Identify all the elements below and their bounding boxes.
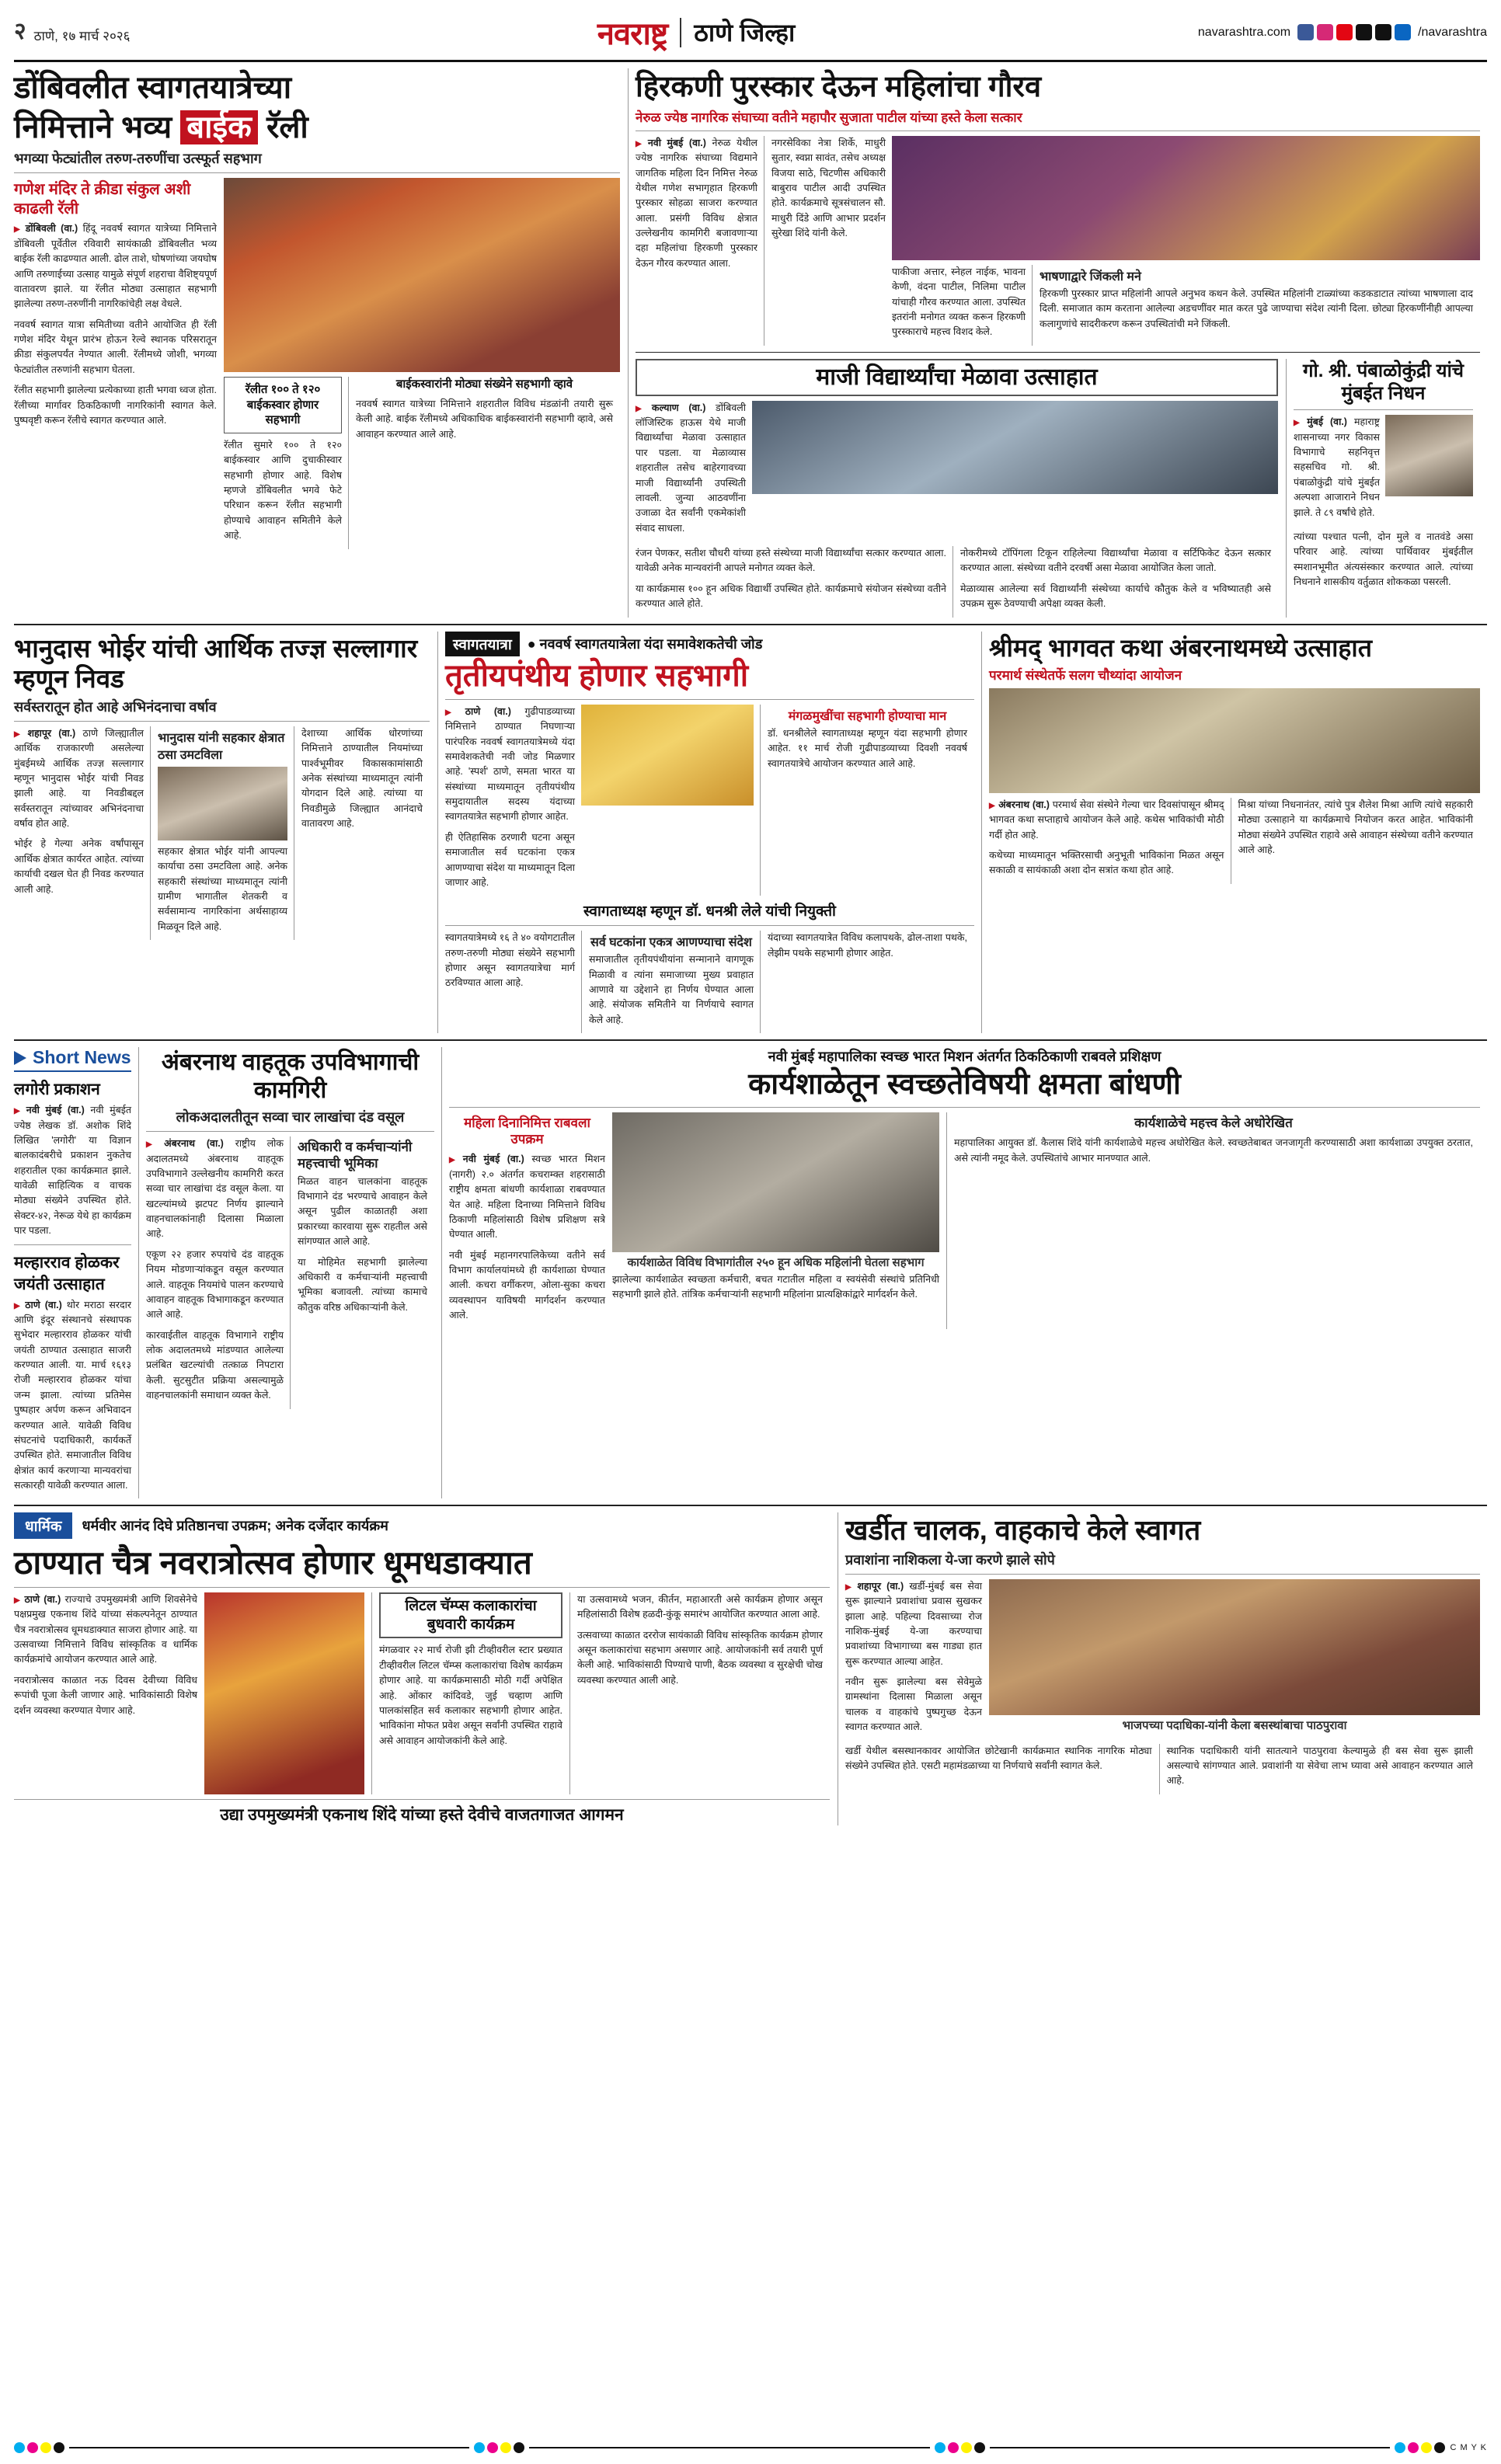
article-ambarnath-traffic [138, 1047, 441, 1498]
kharadi-col3 [1159, 1744, 1481, 1794]
hirkani-p2: नगरसेविका नेत्रा शिर्के, माधुरी सुतार, स्वप्ना सावंत, तसेच अध्यक्ष विजया साठे, चिटणीस अधिकारी बाबुराव पाटील आदी उपस्थित होते. कार्यक्रमाचे सूत्रसंचालन सौ. माधुरी दिंडे आणि आभार प्रदर्शन सुरेखा शिंदे यांनी केले. [771, 137, 886, 239]
hirkani-subhead: नेरुळ ज्येष्ठ नागरिक संघाच्या वतीने महापौर सुजाता पाटील यांच्या हस्ते केला सत्कार [636, 110, 1022, 125]
edition-name: ठाणे जिल्हा [694, 19, 796, 47]
short-news-item-2 [14, 1251, 131, 1494]
amb-traffic-col2 [290, 1136, 434, 1408]
meet-col1 [636, 401, 752, 541]
swagat-col3 [760, 705, 974, 896]
swagat-p4: स्वागतयात्रेमध्ये १६ ते ४० वयोगटातील तरुण-तरुणी मोठ्या संख्येने सहभागी होणार असून स्वागतयात्रेचा मार्ग ठरविण्यात आला आहे. [445, 932, 575, 989]
bhanudas-side-head: भानुदास यांनी सहकार क्षेत्रात ठसा उमटविला [158, 731, 285, 762]
bike-rally-photo [224, 178, 620, 372]
workshop-photo-caption: कार्यशाळेत विविध विभागांतील २५० हून अधिक महिलांनी घेतला सहभाग [627, 1255, 925, 1269]
meet-p3: या कार्यक्रमास १०० हून अधिक विद्यार्थी उपस्थित होते. कार्यक्रमाचे संयोजन संस्थेच्या वतीने करण्यात आले होते. [636, 583, 946, 610]
social-icons [1297, 24, 1411, 40]
color-dots-2 [474, 2442, 524, 2453]
bhagwat-body1: परमार्थ सेवा संस्थेने गेल्या चार दिवसांपासून श्रीमद् भागवत कथा सप्ताहाचे आयोजन केले आहे. कथेस भाविकांची मोठी गर्दी होत आहे. [989, 799, 1224, 840]
bhanudas-col3 [294, 726, 430, 940]
workshop-col1 [449, 1112, 612, 1329]
swagat-col6 [760, 931, 974, 1033]
amb-traffic-p4: मिळत वाहन चालकांना वाहतूक विभागाने दंड भरण्याचे आवाहन केले असून पुढील काळातही अशा प्रकारच्या कारवाया सुरू राहतील असे सांगण्यात आले आहे. [298, 1175, 427, 1248]
hirkani-dateline: ▶ नवी मुंबई (वा.) [636, 137, 706, 148]
swagat-col4 [445, 931, 581, 1033]
swagat-dateline: ▶ ठाणे (वा.) [445, 706, 511, 717]
obituary-portrait-photo [1385, 415, 1473, 496]
kharadi-photo-caption: भाजपच्या पदाधिका-यांनी केला बसस्थांबाचा पाठपुरावा [1122, 1718, 1347, 1732]
workshop-p3: झालेल्या कार्यशाळेत स्वच्छता कर्मचारी, बचत गटातील महिला व स्वयंसेवी संस्थांचे प्रतिनिधी सहभागी झाले होते. तांत्रिक कर्मचाऱ्यांनी सहभागी महिलांना प्रात्यक्षिकांद्वारे मार्गदर्शन केले. [612, 1273, 939, 1300]
masthead-center [270, 11, 1122, 54]
obit-body1: महाराष्ट्र शासनाच्या नगर विकास विभागाचे सहनिवृत्त सहसचिव गो. श्री. पंबाळोकुंद्री यांचे मुंबईत अल्पशा आजाराने निधन झाले. ते ८९ वर्षांचे होते. [1294, 416, 1380, 518]
amb-traffic-p1: ▶ अंबरनाथ (वा.) राष्ट्रीय लोक अदालतमध्ये अंबरनाथ वाहतूक उपविभागाने उल्लेखनीय कामगिरी करत सव्वा चार लाखांचा दंड वसूल केला. या खटल्यांमध्ये झटपट निर्णय झाल्याने वाहनचालकांनाही दिलासा मिळाला आहे. [146, 1136, 284, 1242]
bike-rally-body1: हिंदू नववर्ष स्वागत यात्रेच्या निमित्ताने डोंबिवली पूर्वेतील रविवारी सायंकाळी डोंबिवलीत भव्य बाईक रॅली काढण्यात आली. ढोल ताशे, घोषणांच्या जयघोष आणि तरुणाईच्या उत्साह यामुळे संपूर्ण शहराचा वैशिष्ट्यपूर्ण वातावरण झाले. या रॅलीत मोठ्या उत्साहात सहभागी झालेल्या तरुण-तरुणींनी नागरिकांचेही लक्ष वेधले. [14, 223, 217, 310]
kharadi-col2 [845, 1744, 1159, 1794]
top-right-block [628, 68, 1487, 618]
workshop-p2: नवी मुंबई महानगरपालिकेच्या वतीने सर्व विभाग कार्यालयांमध्ये ही कार्यशाळा घेण्यात आली. कचरा वर्गीकरण, ओला-सुका कचरा व्यवस्थापन याविषयी मार्गदर्शन करण्यात आले. [449, 1249, 605, 1321]
article-alumni-meet [636, 359, 1286, 618]
meet-p4: नोकरीमध्ये टॉपिंगला टिकून राहिलेल्या विद्यार्थ्यांचा मेळावा व सर्टिफिकेट देऊन सत्कार करण्यात आला. संस्थेच्या वतीने दरवर्षी असा मेळावा आयोजित केला जातो. [960, 548, 1271, 574]
registration-line-2 [529, 2447, 929, 2448]
masthead [14, 11, 1487, 62]
swagat-p1 [445, 705, 575, 825]
meet-col3 [952, 546, 1278, 618]
youtube-icon[interactable] [1336, 24, 1353, 40]
article-bhagwat-katha [981, 632, 1487, 1034]
hirkani-body1: नेरुळ येथील ज्येष्ठ नागरिक संघाच्या विद्यमाने जागतिक महिला दिन निमित्त नेरुळ येथील गणेश सभागृहात हिरकणी पुरस्कार सोहळा साजरा करण्यात आला. प्रसंगी विविध क्षेत्रात उल्लेखनीय कामगिरी बजावणाऱ्या दहा महिलांचा हिरकणी पुरस्कार देऊन गौरव करण्यात आला. [636, 137, 757, 269]
short-news-label: Short News [33, 1047, 131, 1068]
bike-rally-headline-line2 [14, 110, 620, 146]
kharadi-photo-col [989, 1579, 1480, 1741]
linkedin-icon[interactable] [1395, 24, 1411, 40]
bike-rally-p2: नववर्ष स्वागत यात्रा समितीच्या वतीने आयोजित ही रॅली गणेश मंदिर येथून प्रारंभ होऊन रेल्वे स्थानक परिसरातून क्रीडा संकुलपर्यंत नेण्यात आली. रॅलीमध्ये जोशी, भगव्या फेट्यांतील तरुणांनी सहभाग घेतला. [14, 318, 217, 375]
short-news-1-title: लगोरी प्रकाशन [14, 1081, 100, 1099]
bike-rally-col3-body: नववर्ष स्वागत यात्रेच्या निमित्ताने शहरातील विविध मंडळांनी तयारी सुरू केली आहे. बाईक रॅलीमध्ये अधिकाधिक बाईकस्वारांनी सहभागी व्हावे, असे आवाहन करण्यात आले आहे. [356, 398, 613, 440]
bhagwat-headline: श्रीमद् भागवत कथा अंबरनाथमध्ये उत्साहात [989, 633, 1372, 662]
kharadi-p4: स्थानिक पदाधिकारी यांनी सातत्याने पाठपुरावा केल्यामुळे ही बस सेवा सुरू झाली असल्याचे सांगण्यात आले. प्रवाशांनी या सेवेचा लाभ घ्यावा असे आवाहन करण्यात आले आहे. [1166, 1745, 1473, 1787]
meet-dateline: ▶ कल्याण (वा.) [636, 402, 705, 413]
bhanudas-dateline: ▶ शहापूर (वा.) [14, 728, 75, 739]
workshop-kicker: नवी मुंबई महापालिका स्वच्छ भारत मिशन अंतर्गत ठिकठिकाणी राबवले प्रशिक्षण [768, 1049, 1161, 1065]
navratri-p1: ▶ ठाणे (वा.) राज्याचे उपमुख्यमंत्री आणि शिवसेनेचे पक्षप्रमुख एकनाथ शिंदे यांच्या संकल्पनेतून ठाण्यात चैत्र नवरात्रोत्सव धूमधडाक्यात साजरा होणार आहे. या उत्सवाच्या निमित्ताने विविध सांस्कृतिक व धार्मिक कार्यक्रमांचे आयोजन करण्यात आले आहे. [14, 1592, 197, 1668]
swagat-sub3: सर्व घटकांना एकत्र आणण्याचा संदेश [590, 936, 752, 950]
registration-line-3 [990, 2447, 1390, 2448]
kharadi-dateline: ▶ शहापूर (वा.) [845, 1581, 904, 1592]
kharadi-headline: खर्डीत चालक, वाहकाचे केले स्वागत [845, 1514, 1201, 1547]
kharadi-col1 [845, 1579, 989, 1741]
hirkani-photo [892, 136, 1480, 260]
swagat-sub2: स्वागताध्यक्ष म्हणून डॉ. धनश्री लेले यांची नियुक्ती [583, 903, 836, 921]
bhanudas-col2 [150, 726, 294, 940]
bhagwat-col1 [989, 798, 1231, 884]
swagatyatra-kicker: ● नववर्ष स्वागतयात्रेला यंदा समावेशकतेची जोड [527, 635, 763, 652]
bhanudas-headline: भानुदास भोईर यांची आर्थिक तज्ज्ञ सल्लागार म्हणून निवड [14, 633, 418, 694]
hirkani-side [1032, 265, 1480, 346]
bhanudas-side-body: सहकार क्षेत्रात भोईर यांनी आपल्या कार्याचा ठसा उमटविला आहे. अनेक सहकारी संस्थांच्या माध्यमातून त्यांनी ग्रामीण भागातील शेतकरी व सर्वसामान्य नागरिकांना अर्थसाहाय्य मिळवून दिले आहे. [158, 845, 287, 932]
meet-col2 [636, 546, 952, 618]
social-handle[interactable]: /navarashtra [1418, 25, 1487, 39]
color-dots-1 [14, 2442, 64, 2453]
workshop-side [946, 1112, 1480, 1329]
navratri-col3 [371, 1592, 569, 1794]
hirkani-col3 [892, 265, 1032, 346]
article-swachhata-workshop [441, 1047, 1487, 1498]
alumni-meet-photo [752, 401, 1278, 494]
workshop-side-head: कार्यशाळेचे महत्त्व केले अधोरेखित [1134, 1115, 1293, 1130]
masthead-right [1122, 24, 1487, 40]
bhanudas-body1: ठाणे जिल्ह्यातील आर्थिक राजकारणी असलेल्या मुंबईमध्ये आर्थिक तज्ज्ञ सल्लागार म्हणून भानुदास भोईर यांची निवड झाली आहे. या निवडीबद्दल सर्वस्तरातून त्यांच्यावर अभिनंदनाचा वर्षाव होत आहे. [14, 727, 144, 830]
swagat-col5 [581, 931, 760, 1033]
page-number: २ [14, 19, 26, 44]
bhanudas-portrait-photo [158, 767, 287, 840]
registration-line-1 [69, 2447, 469, 2448]
obit-p1 [1294, 415, 1380, 520]
meet-p1 [636, 401, 746, 536]
swagat-center-sub: मंगळमुखींचा सहभागी होण्याचा मान [788, 709, 947, 723]
workshop-p1: ▶ नवी मुंबई (वा.) स्वच्छ भारत मिशन (नागरी) २.० अंतर्गत कचराम्क्त शहरासाठी राष्ट्रीय क्षमता बांधणी कार्यशाळा राबवण्यात येत आहे. महिला दिनाच्या निमित्ताने विविध ठिकाणी महिलांसाठी विशेष प्रशिक्षण सत्रे घेण्यात आली. [449, 1152, 605, 1242]
play-triangle-icon [14, 1051, 26, 1065]
bike-rally-cap-right-col [348, 377, 620, 548]
hirkani-side-body: हिरकणी पुरस्कार प्राप्त महिलांनी आपले अनुभव कथन केले. उपस्थित महिलांनी टाळ्यांच्या कडकडाटात त्यांच्या भाषणाला दाद दिली. समाजात काम करताना आलेल्या अडचणींवर मात करत पुढे जाण्याचा संदेश त्यांनी दिला. छोट्या हिरकणींनीही आपल्या कलागुणांचे सादरीकरण करून उपस्थितांची मने जिंकली. [1040, 287, 1473, 329]
bike-rally-p3: रॅलीत सहभागी झालेल्या प्रत्येकाच्या हाती भगवा ध्वज होता. रॅलीच्या मार्गावर ठिकठिकाणी नागरिकांनी स्वागत केले. पुष्पवृष्टी करून रॅलीचे स्वागत करण्यात आले. [14, 385, 217, 426]
meet-obit-row [636, 359, 1480, 618]
navratri-photo-caption: उद्या उपमुख्यमंत्री एकनाथ शिंदे यांच्या हस्ते देवीचे वाजतगाजत आगमन [14, 1799, 830, 1825]
hirkani-p1 [636, 136, 757, 271]
bhanudas-col-body: देशाच्या आर्थिक धोरणांच्या निमित्ताने ठाण्यातील नियमांच्या पार्श्वभूमीवर विकासकामांसाठी अनेक संस्थांच्या माध्यमातून त्यांनी योगदान दिले आहे. त्यांच्या या निवडीमुळे जिल्ह्यात आनंदाचे वातावरण आहे. [301, 727, 423, 830]
navratri-right-head: लिटल चॅम्प्स कलाकारांचा बुधवारी कार्यक्रम [405, 1597, 537, 1633]
bike-rally-col1 [14, 178, 224, 548]
navratri-dateline: ▶ ठाणे (वा.) [14, 1594, 61, 1605]
swagat-p3: डॉ. धनश्रीलेले स्वागताध्यक्ष म्हणून यंदा सहभागी होणार आहेत. ११ मार्च रोजी गुढीपाडव्याच्या दिवशी नववर्ष स्वागतयात्रेचे आयोजन करण्यात आले आहे. [768, 727, 967, 769]
instagram-icon[interactable] [1317, 24, 1333, 40]
bottom-block [14, 1512, 1487, 1825]
hirkani-col1 [636, 136, 764, 346]
short-news-header [14, 1047, 131, 1072]
dharmik-tag: धार्मिक [14, 1512, 72, 1539]
amb-traffic-dateline: ▶ अंबरनाथ (वा.) [146, 1138, 224, 1149]
bhanudas-col1 [14, 726, 150, 940]
x-icon[interactable] [1375, 24, 1391, 40]
short-news-1-dateline: ▶ नवी मुंबई (वा.) [14, 1105, 85, 1115]
facebook-icon[interactable] [1297, 24, 1314, 40]
amb-traffic-p5: या मोहिमेत सहभागी झालेल्या अधिकारी व कर्मचाऱ्यांनी महत्त्वाची भूमिका बजावली. त्यांच्या कामाचे कौतुक वरिष्ठ अधिकाऱ्यांनी केले. [298, 1256, 427, 1313]
navratri-p4: उत्सवाच्या काळात दररोज सायंकाळी विविध सांस्कृतिक कार्यक्रम होणार असून कलाकारांचा सहभाग असणार आहे. आयोजकांनी सर्व तयारी पूर्ण केली आहे. भाविकांसाठी पिण्याचे पाणी, बैठक व्यवस्था व सुरक्षेची चोख व्यवस्था करण्यात आली आहे. [577, 1629, 823, 1686]
headline-part-a: निमित्ताने भव्य [14, 110, 181, 145]
meet-photo-col [752, 401, 1278, 541]
headline-highlight: बाईक [180, 110, 258, 144]
navratri-p3: या उत्सवामध्ये भजन, कीर्तन, महाआरती असे कार्यक्रम होणार असून महिलांसाठी विशेष हळदी-कुंकू समारंभ आयोजित करण्यात आला आहे. [577, 1593, 823, 1620]
kharadi-photo [989, 1579, 1480, 1715]
kharadi-subhead: प्रवाशांना नाशिकला ये-जा करणे झाले सोपे [845, 1551, 1055, 1568]
obit-col1 [1294, 415, 1385, 526]
workshop-headline: कार्यशाळेतून स्वच्छतेविषयी क्षमता बांधणी [748, 1068, 1181, 1101]
article-obituary [1286, 359, 1480, 618]
short-news-2-dateline: ▶ ठाणे (वा.) [14, 1300, 62, 1310]
navratri-headline: ठाण्यात चैत्र नवरात्रोत्सव होणार धूमधडाक्यात [14, 1544, 532, 1582]
bhagwat-subhead: परमार्थ संस्थेतर्फे सलग चौथ्यांदा आयोजन [989, 667, 1182, 683]
bhanudas-p2: भोईर हे गेल्या अनेक वर्षांपासून आर्थिक क्षेत्रात कार्यरत आहेत. त्यांच्या कार्याची दखल घेत ही निवड करण्यात आली आहे. [14, 838, 144, 895]
obit-photo-col [1385, 415, 1473, 526]
color-dots-4 [1395, 2442, 1445, 2453]
newspaper-logo: नवराष्ट्र [597, 17, 668, 51]
short-news-item-1 [14, 1078, 131, 1238]
bike-rally-kicker: गणेश मंदिर ते क्रीडा संकुल अशी काढली रॅली [14, 181, 191, 218]
bhagwat-col2 [1231, 798, 1481, 884]
website-url[interactable]: navarashtra.com [1197, 25, 1291, 39]
meet-p2: रंजन पेणकर, सतीश चौधरी यांच्या हस्ते संस्थेच्या माजी विद्यार्थ्यांचा सत्कार करण्यात आला. यावेळी अनेक मान्यवरांनी आपले मनोगत व्यक्त केले. [636, 548, 946, 574]
bhagwat-p2: कथेच्या माध्यमातून भक्तिरसाची अनुभूती भाविकांना मिळत असून सकाळी व सायंकाळी अशा दोन सत्रांत कथा होत आहे. [989, 850, 1224, 876]
bhagwat-p1 [989, 798, 1224, 843]
swagat-col1 [445, 705, 581, 896]
article-hirkani [636, 70, 1480, 346]
kharadi-p3: खर्डी येथील बसस्थानकावर आयोजित छोटेखानी कार्यक्रमात स्थानिक नागरिक मोठ्या संख्येने उपस्थित होते. एसटी महामंडळाच्या या निर्णयाचे सर्वांनी स्वागत केले. [845, 1745, 1152, 1771]
article-navratri [14, 1512, 838, 1825]
third-block [14, 1047, 1487, 1498]
kharadi-p2: नवीन सुरू झालेल्या बस सेवेमुळे ग्रामस्थांना दिलासा मिळाला असून चालक व वाहकांचे पुष्पगुच्छ देऊन स्वागत करण्यात आले. [845, 1676, 982, 1733]
masthead-left [14, 20, 270, 44]
short-news-column [14, 1047, 138, 1498]
short-news-2-title: मल्हारराव होळकर जयंती उत्साहात [14, 1253, 120, 1293]
navratri-p2: नवरात्रोत्सव काळात नऊ दिवस देवीच्या विविध रूपांची पूजा केली जाणार आहे. भाविकांसाठी विशेष दर्शन व्यवस्था करण्यात येणार आहे. [14, 1674, 197, 1716]
article-bike-rally [14, 68, 628, 618]
second-block [14, 632, 1487, 1034]
bike-rally-cap-left-col [224, 377, 348, 548]
short-news-2-body: ▶ ठाणे (वा.) थोर मराठा सरदार आणि इंदूर संस्थानचे संस्थापक सुभेदार मल्हारराव होळकर यांची जयंती ठाण्यात उत्साहात साजरी करण्यात आली. या. मार्च १६१३ रोजी मल्हारराव होळकर यांचा जन्म झाला. त्यांच्या प्रतिमेस पुष्पहार अर्पण करून अभिवादन करण्यात आले. यावेळी विविध संघटनांचे पदाधिकारी, कार्यकर्ते उपस्थित होते. समाजातील विविध क्षेत्रांत कार्य करणाऱ्या मान्यवरांचा सत्कारही यावेळी करण्यात आला. [14, 1298, 131, 1494]
swagat-p5: समाजातील तृतीयपंथीयांना सन्मानाने वागणूक मिळावी व त्यांना समाजाच्या मुख्य प्रवाहात आणावे या उद्देशाने हा निर्णय घेण्यात आला आहे. संयोजक समितीने या निर्णयाचे स्वागत केले आहे. [589, 954, 754, 1025]
hirkani-headline: हिरकणी पुरस्कार देऊन महिलांचा गौरव [636, 71, 1042, 103]
edition-date: ठाणे, १७ मार्च २०२६ [33, 29, 131, 44]
print-registration-bar [14, 2442, 1487, 2453]
amb-traffic-p3: कारवाईतील वाहतूक विभागाने राष्ट्रीय लोक अदालतमध्ये मांडण्यात आलेल्या प्रलंबित खटल्यांची तत्काळ निपटारा केली. सुटसुटीत प्रक्रिया असल्यामुळे वाहनचालकांनी समाधान व्यक्त केले. [146, 1329, 284, 1401]
bhagwat-p3: मिश्रा यांच्या निधनानंतर, त्यांचे पुत्र शैलेश मिश्रा आणि त्यांचे सहकारी मोठ्या उत्साहाने या कार्यक्रमाचे नियोजन करत आहेत. भाविकांनी मोठ्या संख्येने उपस्थित राहावे असे आवाहन संस्थेच्या वतीने करण्यात आले आहे. [1238, 799, 1473, 856]
ambarnath-traffic-subhead: लोकअदालतीतून सव्वा चार लाखांचा दंड वसूल [176, 1109, 405, 1126]
cmyk-label: C M Y K [1450, 2443, 1488, 2452]
alumni-meet-headline: माजी विद्यार्थ्यांचा मेळावा उत्साहात [816, 364, 1098, 390]
obituary-headline: गो. श्री. पंबाळोकुंद्री यांचे मुंबईत निधन [1302, 360, 1464, 404]
meet-body1: डोंबिवली लॉजिस्टिक हाऊस येथे माजी विद्यार्थ्यांचा मेळावा उत्साहात पार पडला. या मेळाव्यास शहरातील तसेच बाहेरगावच्या माजी विद्यार्थ्यांनी उपस्थिती लावली. जुन्या आठवणींना उजाळा देत सर्वांनी एकमेकांशी संवाद साधला. [636, 402, 746, 534]
twitter-icon[interactable] [1356, 24, 1372, 40]
workshop-dateline: ▶ नवी मुंबई (वा.) [449, 1154, 524, 1164]
hirkani-side-head: भाषणाद्वारे जिंकली मने [1040, 270, 1141, 284]
hirkani-p3: पाकीजा अत्तार, स्नेहल नाईक, भावना केणी, वंदना पाटील, निलिमा पाटील यांचाही गौरव करण्यात आला. उपस्थित इतरांनी मनोगत व्यक्त करून हिरकणी पुरस्काराचे महत्त्व विशद केले. [892, 266, 1026, 338]
swagat-p2: ही ऐतिहासिक ठरणारी घटना असून समाजातील सर्व घटकांना एकत्र आणण्याचा संदेश या माध्यमातून दिला जाणार आहे. [445, 831, 575, 888]
bhanudas-subhead: सर्वस्तरातून होत आहे अभिनंदनाचा वर्षाव [14, 698, 217, 715]
bike-rally-col2-body: रॅलीत सुमारे १०० ते १२० बाईकस्वार आणि दुचाकीस्वार सहभागी होणार आहे. विशेष म्हणजे डोंबिवलीत भगवे फेटे परिधान करून रॅलीत सहभागी होण्याचे आवाहन समितीने केले आहे. [224, 439, 342, 541]
swagatyatra-photo [581, 705, 754, 806]
navratri-devi-photo [204, 1592, 364, 1794]
bike-rally-caption-left: रॅलीत १०० ते १२० बाईकस्वार होणार सहभागी [224, 377, 342, 433]
ambarnath-traffic-headline: अंबरनाथ वाहतूक उपविभागाची कामगिरी [161, 1049, 420, 1104]
article-bhanudas [14, 632, 437, 1034]
hirkani-col2 [764, 136, 892, 346]
top-block [14, 68, 1487, 618]
navratri-col1 [14, 1592, 204, 1794]
navratri-photo-col [204, 1592, 371, 1794]
swagat-body1: गुढीपाडव्याच्या निमित्ताने ठाण्यात निघणाऱ्या पारंपरिक नववर्ष स्वागतयात्रेमध्ये यंदा समावेशकतेची नवी जोड मिळणार आहे. 'स्पर्श' ठाणे, समता भारत या संस्थांच्या माध्यमातून तृतीयपंथीय समुदायातील सदस्य यंदाच्या स्वागतयात्रेत सहभागी होणार आहेत. [445, 705, 575, 823]
color-dots-3 [935, 2442, 985, 2453]
bike-rally-caption-right: बाईकस्वारांनी मोठ्या संख्येने सहभागी व्हावे [395, 378, 573, 392]
swagatyatra-tag: स्वागतयात्रा [445, 632, 520, 656]
bike-rally-headline-line1: डोंबिवलीत स्वागतयात्रेच्या [14, 71, 292, 105]
headline-part-b: रॅली [257, 110, 308, 145]
navratri-kicker: धर्मवीर आनंद दिघे प्रतिष्ठानचा उपक्रम; अनेक दर्जेदार कार्यक्रम [82, 1518, 388, 1534]
bike-rally-photo-col [224, 178, 620, 548]
article-swagatyatra [437, 632, 981, 1034]
amb-traffic-side-head: अधिकारी व कर्मचाऱ्यांनी महत्त्वाची भूमिका [298, 1140, 413, 1171]
meet-p5: मेळाव्यास आलेल्या सर्व विद्यार्थ्यांनी संस्थेच्या कार्याचे कौतुक केले व भविष्यातही असे उपक्रम सुरू ठेवण्याची अपेक्षा व्यक्त केली. [960, 583, 1271, 610]
article-kharadi-bus [838, 1512, 1487, 1825]
swagat-p6: यंदाच्या स्वागतयात्रेत विविध कलापथके, ढोल-ताशा पथके, लेझीम पथके सहभागी होणार आहेत. [768, 932, 967, 959]
masthead-divider [680, 18, 681, 47]
workshop-photo [612, 1112, 939, 1252]
workshop-photo-col [612, 1112, 946, 1329]
navratri-right-body: मंगळवार २२ मार्च रोजी झी टीव्हीवरील स्टार प्रख्यात टीव्हीवरील लिटल चॅम्प्स कलाकारांचा विशेष कार्यक्रम होणार आहे. या कार्यक्रमासाठी मोठी गर्दी अपेक्षित आहे. ओंकार कांदिवडे, जुई चव्हाण आणि पालकांसहित सर्व कलाकार सहभागी होणार आहेत. भाविकांना मोफत प्रवेश असून सर्वांनी उपस्थित राहावे असे आवाहन आयोजकांनी केले आहे. [379, 1644, 562, 1746]
bhanudas-p1 [14, 726, 144, 832]
swagatyatra-headline: तृतीयपंथीय होणार सहभागी [445, 658, 749, 693]
amb-traffic-col1 [146, 1136, 290, 1408]
bike-rally-p1 [14, 221, 217, 311]
bike-rally-subhead: भगव्या फेट्यांतील तरुण-तरुणींचा उत्स्फूर्त सहभाग [14, 151, 262, 167]
short-news-1-body: ▶ नवी मुंबई (वा.) नवी मुंबईत ज्येष्ठ लेखक डॉ. अशोक शिंदे लिखित 'लगोरी' या विज्ञान बालकादंबरीचे प्रकाशन नुकतेच शहरातील एका कार्यक्रमात झाले. यावेळी साहित्यिक व वाचक मोठ्या संख्येने उपस्थित होते. सेक्टर-४२, नेरूळ येथे हा कार्यक्रम पार पडला. [14, 1103, 131, 1238]
obit-dateline: ▶ मुंबई (वा.) [1294, 416, 1347, 427]
hirkani-right [892, 136, 1480, 346]
swagat-photo-col [581, 705, 760, 896]
kharadi-p1: ▶ शहापूर (वा.) खर्डी-मुंबई बस सेवा सुरू झाल्याने प्रवाशांचा प्रवास सुखकर झाला आहे. पहिल्या दिवसाच्या रोज नाशिक-मुंबई ये-जा करण्याचा प्रवाशांच्या विभागाच्या बस गाड्या हात सुरू करण्यात आल्या आहेत. [845, 1579, 982, 1669]
workshop-side-body: महापालिका आयुक्त डॉ. कैलास शिंदे यांनी कार्यशाळेचे महत्त्व अधोरेखित केले. स्वच्छतेबाबत जनजागृती करण्यासाठी अशा कार्यशाळा उपयुक्त ठरतात, असे त्यांनी नमूद केले. उपस्थितांचे आभार मानण्यात आले. [954, 1137, 1473, 1164]
workshop-left-sub: महिला दिनानिमित्त राबवला उपक्रम [464, 1115, 590, 1147]
bhagwat-dateline: ▶ अंबरनाथ (वा.) [989, 799, 1050, 810]
obit-p2: त्यांच्या पश्चात पत्नी, दोन मुले व नातवंडे असा परिवार आहे. त्यांच्या पार्थिवावर मुंबईतील स्मशानभूमीत अंत्यसंस्कार करण्यात आले. त्यांच्या निधनाने शासकीय वर्तुळात शोककळा पसरली. [1294, 531, 1473, 588]
amb-traffic-p2: एकूण २२ हजार रुपयांचे दंड वाहतूक नियम मोडणाऱ्यांकडून वसूल करण्यात आले. वाहतूक नियमांचे पालन करण्याचे आवाहन वाहतूक विभागाकडून करण्यात आले आहे. [146, 1248, 284, 1321]
bike-rally-dateline: ▶ डोंबिवली (वा.) [14, 223, 78, 234]
navratri-col4 [569, 1592, 830, 1794]
bhagwat-photo [989, 688, 1480, 793]
